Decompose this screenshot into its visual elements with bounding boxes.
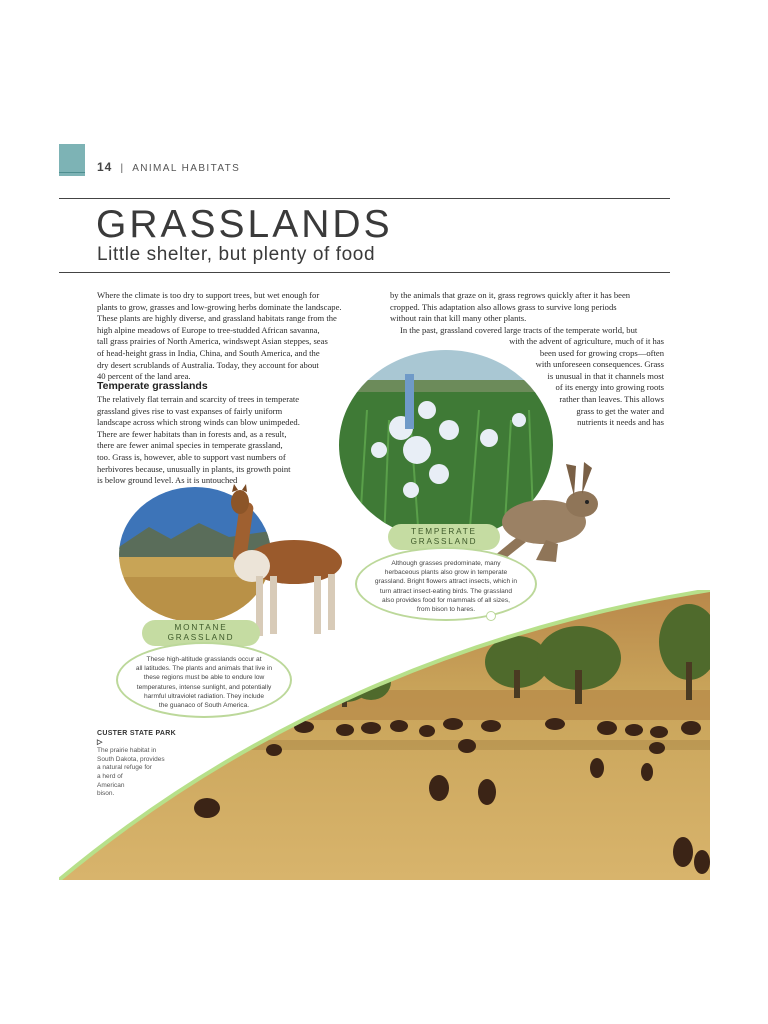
caption-pointer-dot bbox=[486, 611, 496, 621]
running-header bbox=[97, 160, 240, 174]
top-rule bbox=[59, 198, 670, 199]
subheading-temperate: Temperate grasslands bbox=[97, 380, 208, 392]
title-rule bbox=[59, 272, 670, 273]
montane-caption: These high-altitude grasslands occur at all latitudes. The plants and animals that live in these regions must be able to endure low temperatures, intense sunlight, and potentially harmful ultraviolet radiation. They include the guanaco of South America. bbox=[116, 642, 292, 718]
column2-paragraph1: by the animals that graze on it, grass regrows quickly after it has been cropped. This adaptation also allows grass to survive long periods without rain that kill many other plants. In the past, grassland covered large tracts of the temperate world, but bbox=[390, 290, 638, 335]
page-title: GRASSLANDS bbox=[96, 203, 393, 246]
page-subtitle: Little shelter, but plenty of food bbox=[97, 244, 376, 265]
page-number: 14 bbox=[97, 160, 113, 174]
temperate-caption: Although grasses predominate, many herbaceous plants also grow in temperate grassland. Bright flowers attract insects, which in turn attract insect-eating birds. The grassland also provides food for mammals of all sizes, from bison to hares. bbox=[355, 547, 537, 621]
montane-grassland-label: MONTANE GRASSLAND bbox=[142, 620, 260, 646]
section-tab-divider bbox=[59, 172, 85, 173]
section-name: ANIMAL HABITATS bbox=[132, 163, 241, 174]
column2-paragraph2: with the advent of agriculture, much of it has been used for growing crops—often with unforeseen consequences. Grass is unusual in that it channels most of its energy into growing roots rather than leaves. This allows grass to get the water and nutrients it needs and has bbox=[509, 336, 664, 428]
custer-state-park-caption: CUSTER STATE PARK ▷ The prairie habitat in South Dakota, provides a natural refuge for a herd of American bison. bbox=[97, 730, 176, 798]
hare-icon bbox=[486, 460, 610, 564]
intro-paragraph: Where the climate is too dry to support trees, but wet enough for plants to grow, grasses and low-growing herbs dominate the landscape. These plants are highly diverse, and grassland habitats range from the high alpine meadows of Europe to tree-studded African savanna, tall grass prairies of North America, windswept Asian steppes, seas of head-height grass in India, China, and South America, and the dry desert scrublands of Australia. Today, they account for about 40 percent of the land area. bbox=[97, 290, 342, 382]
header-separator: | bbox=[120, 163, 125, 174]
custer-heading: CUSTER STATE PARK ▷ bbox=[97, 730, 176, 746]
temperate-paragraph: The relatively flat terrain and scarcity of trees in temperate grassland gives rise to vast expanses of fairly uniform landscape across which strong winds can blow unimpeded. There are fewer habitats than in forests and, as a result, there are fewer animal species in temperate grassland, too. Grass is, however, able to support vast numbers of herbivores because, unusually in plants, its growth point is below ground level. As it is untouched bbox=[97, 394, 300, 486]
arrow-right-icon: ▷ bbox=[97, 738, 103, 746]
temperate-grassland-label: TEMPERATE GRASSLAND bbox=[388, 524, 500, 550]
